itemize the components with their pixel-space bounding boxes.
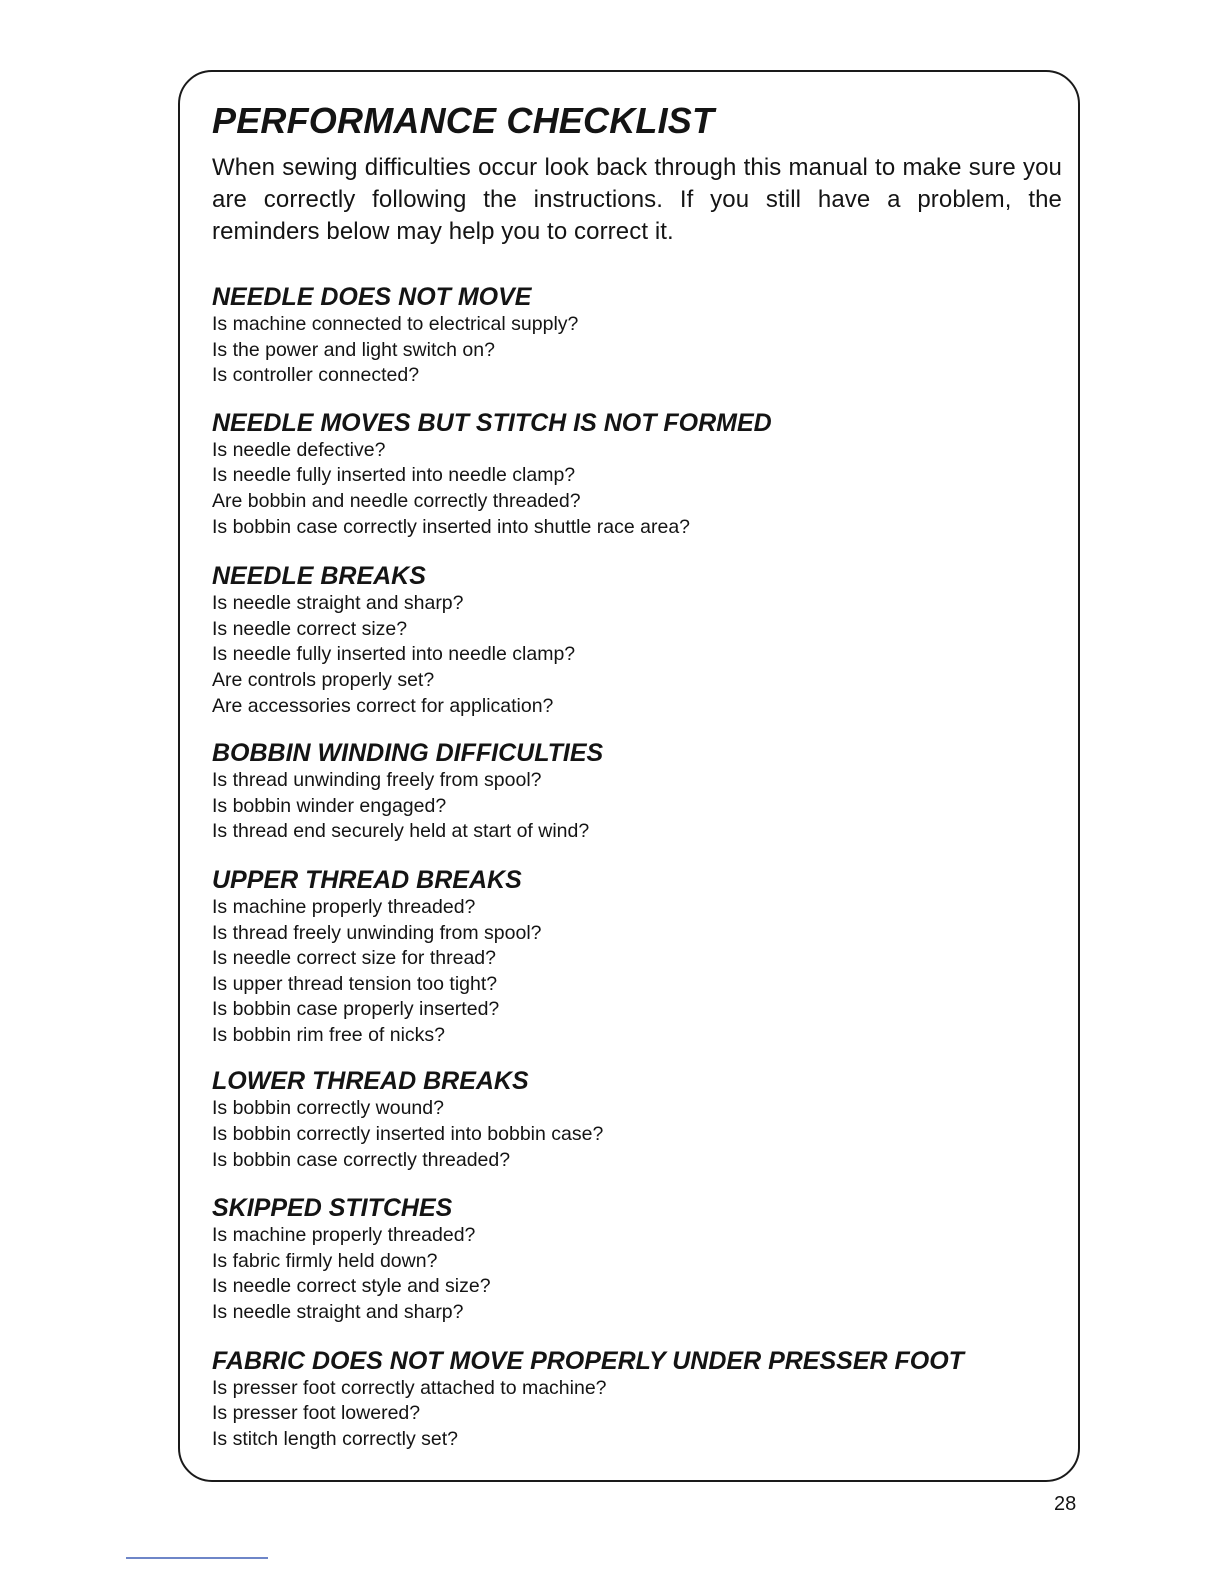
question-item: Is fabric firmly held down? [212, 1249, 438, 1272]
question-list [212, 1376, 1062, 1453]
question-item: Is bobbin winder engaged? [212, 794, 447, 817]
question-item: Is needle correct size? [212, 617, 408, 640]
page-number: 28 [1054, 1493, 1077, 1515]
question-item: Is thread freely unwinding from spool? [212, 921, 542, 944]
question-item: Is thread unwinding freely from spool? [212, 769, 542, 792]
question-item: Is presser foot lowered? [212, 1402, 421, 1425]
section-lower-thread-breaks [212, 1066, 1062, 1173]
question-item: Is controller connected? [212, 364, 420, 387]
section-heading: UPPER THREAD BREAKS [212, 865, 522, 894]
question-item: Are accessories correct for application? [212, 694, 554, 717]
section-stitch-not-formed [212, 408, 1062, 540]
section-upper-thread-breaks [212, 865, 1062, 1049]
question-item: Is needle correct style and size? [212, 1275, 491, 1298]
section-heading: NEEDLE DOES NOT MOVE [212, 283, 532, 311]
section-fabric-does-not-move [212, 1346, 1062, 1453]
question-list [212, 895, 1062, 1049]
intro-paragraph: When sewing difficulties occur look back through this manual to make sure you are correctly following the instructions. If you still have a problem, the reminders below may help you to correct it. [212, 154, 1062, 245]
question-item: Is the power and light switch on? [212, 338, 495, 361]
section-bobbin-winding [212, 738, 1062, 845]
section-heading: LOWER THREAD BREAKS [212, 1067, 529, 1096]
section-needle-breaks [212, 561, 1062, 719]
question-item: Is stitch length correctly set? [212, 1427, 459, 1450]
question-item: Is needle fully inserted into needle clamp? [212, 464, 576, 487]
question-item: Is bobbin case correctly threaded? [212, 1148, 511, 1171]
question-item: Are controls properly set? [212, 668, 435, 691]
section-heading: NEEDLE MOVES BUT STITCH IS NOT FORMED [212, 408, 772, 437]
question-item: Is needle fully inserted into needle clamp? [212, 643, 576, 666]
section-skipped-stitches [212, 1193, 1062, 1325]
question-list [212, 1096, 1062, 1173]
question-item: Is bobbin rim free of nicks? [212, 1023, 446, 1046]
question-item: Is needle straight and sharp? [212, 1301, 464, 1324]
question-item: Is bobbin correctly inserted into bobbin case? [212, 1123, 604, 1146]
question-item: Is bobbin correctly wound? [212, 1097, 444, 1120]
page-title: PERFORMANCE CHECKLIST [212, 100, 715, 141]
question-item: Is machine properly threaded? [212, 1224, 476, 1247]
question-list [212, 438, 1062, 540]
question-item: Is upper thread tension too tight? [212, 972, 498, 995]
question-item: Is machine connected to electrical supply? [212, 313, 579, 335]
section-heading: BOBBIN WINDING DIFFICULTIES [212, 739, 604, 768]
section-heading: SKIPPED STITCHES [212, 1194, 453, 1223]
question-item: Is bobbin case correctly inserted into shuttle race area? [212, 515, 691, 538]
question-item: Is bobbin case properly inserted? [212, 998, 500, 1021]
checklist-content [212, 98, 1062, 1452]
question-list [212, 1223, 1062, 1325]
footer-rule [126, 1557, 268, 1559]
question-list [212, 768, 1062, 845]
section-heading: FABRIC DOES NOT MOVE PROPERLY UNDER PRESSER FOOT [212, 1346, 964, 1375]
question-item: Is needle straight and sharp? [212, 592, 464, 615]
question-item: Is thread end securely held at start of wind? [212, 820, 590, 843]
question-list [212, 312, 1062, 389]
question-item: Are bobbin and needle correctly threaded? [212, 489, 581, 512]
question-item: Is machine properly threaded? [212, 895, 476, 918]
section-heading: NEEDLE BREAKS [212, 562, 426, 591]
question-list [212, 591, 1062, 719]
question-item: Is needle defective? [212, 438, 386, 461]
question-item: Is needle correct size for thread? [212, 947, 496, 970]
section-needle-does-not-move [212, 282, 1062, 389]
question-item: Is presser foot correctly attached to machine? [212, 1376, 607, 1399]
